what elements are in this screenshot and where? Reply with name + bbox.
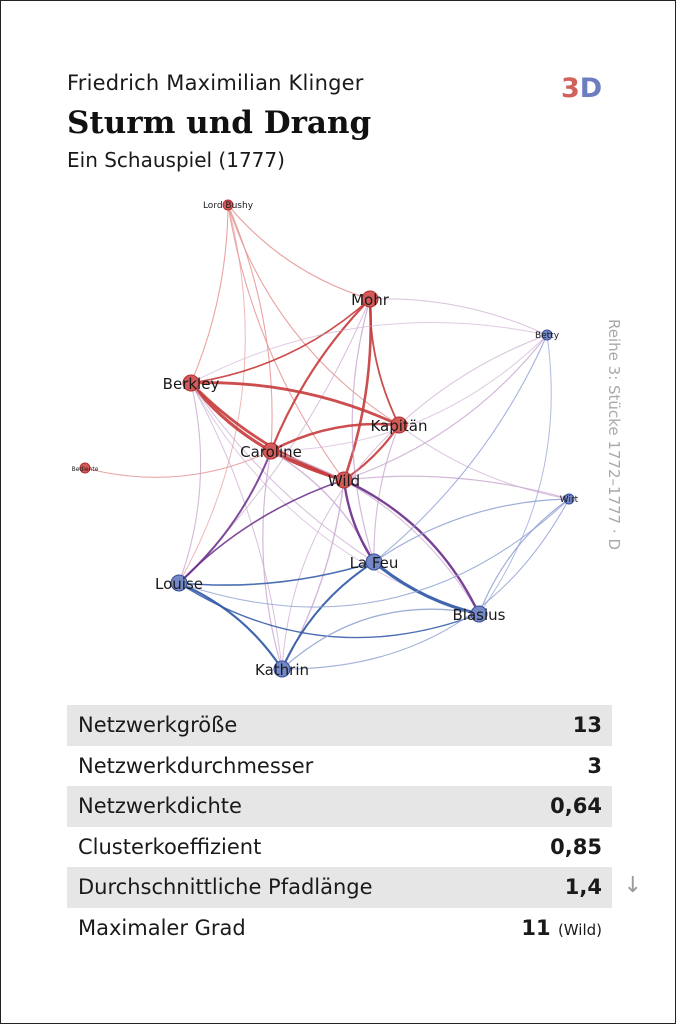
edge-caroline-kathrin [263, 451, 282, 669]
edge-lordbushy-berkley [191, 205, 228, 383]
edge-kathrin-wirt [282, 499, 569, 669]
edge-wild-betty [344, 335, 547, 480]
author-name: Friedrich Maximilian Klinger [67, 71, 364, 95]
node-label-kapitan: Kapitän [370, 417, 428, 435]
stat-label: Netzwerkdichte [78, 794, 242, 819]
node-label-lordbushy: Lord Bushy [202, 201, 254, 211]
edge-lafeu-louise [179, 562, 374, 585]
badge-letter: D [579, 73, 603, 104]
badge-number: 3 [561, 73, 580, 104]
stat-value: 11 (Wild) [521, 915, 602, 940]
stat-value: 3 [587, 753, 602, 778]
node-label-louise: Louise [155, 575, 203, 593]
edge-lafeu-wirt [374, 499, 569, 562]
node-label-bediente: Bediente [71, 466, 99, 473]
node-label-blasius: Blasius [452, 606, 506, 624]
node-label-caroline: Caroline [240, 443, 302, 461]
stat-row-network-density [67, 786, 612, 827]
node-label-kathrin: Kathrin [255, 661, 309, 679]
stat-label: Clusterkoeffizient [78, 834, 262, 859]
stat-label: Netzwerkdurchmesser [78, 753, 314, 778]
stat-label: Durchschnittliche Pfadlänge [78, 875, 373, 900]
edge-berkley-louise [179, 383, 201, 583]
stat-value: 1,4 [564, 875, 602, 900]
character-network-graph [1, 1, 676, 701]
edge-mohr-kapitan [370, 299, 399, 425]
node-label-betty: Betty [534, 331, 560, 341]
edge-caroline-louise [179, 451, 271, 583]
edge-louise-blasius [179, 583, 479, 638]
edge-lordbushy-louise [179, 205, 245, 583]
series-label: Reihe 3: Stücke 1772–1777 · D [605, 319, 623, 551]
node-label-berkley: Berkley [162, 375, 220, 393]
stat-label: Netzwerkgröße [78, 713, 238, 738]
play-subtitle: Ein Schauspiel (1777) [67, 148, 285, 172]
node-label-lafeu: La Feu [349, 554, 399, 572]
network-edges [85, 205, 569, 669]
stat-value: 13 [572, 713, 602, 738]
edge-wild-wirt [344, 476, 569, 499]
edge-wild-louise [179, 480, 344, 583]
stat-row-clustering-coefficient [67, 827, 612, 868]
edge-wild-kathrin [282, 480, 344, 669]
node-label-wild: Wild [327, 472, 361, 490]
edge-mohr-wild [344, 299, 371, 480]
play-title: Sturm und Drang [67, 105, 372, 141]
stat-label: Maximaler Grad [78, 915, 246, 940]
node-label-mohr: Mohr [351, 291, 389, 309]
stat-row-max-degree [67, 908, 612, 949]
edge-lafeu-kathrin [282, 562, 374, 669]
network-stats-table [67, 705, 642, 948]
stat-value: 0,85 [550, 834, 602, 859]
down-arrow-icon: ↓ [623, 873, 642, 898]
stat-note: (Wild) [557, 920, 602, 939]
edge-lafeu-betty [374, 335, 547, 562]
stat-row-average-path-length [67, 867, 642, 908]
node-label-wirt: Wirt [559, 495, 579, 505]
edge-lordbushy-kapitan [228, 205, 399, 425]
stat-row-network-diameter [67, 746, 612, 787]
stat-value: 0,64 [550, 794, 602, 819]
edge-lordbushy-mohr [228, 205, 370, 299]
edge-berkley-blasius [191, 383, 479, 614]
edge-blasius-betty [479, 335, 551, 614]
edge-kapitan-wirt [399, 425, 569, 499]
stat-row-network-size [67, 705, 612, 746]
